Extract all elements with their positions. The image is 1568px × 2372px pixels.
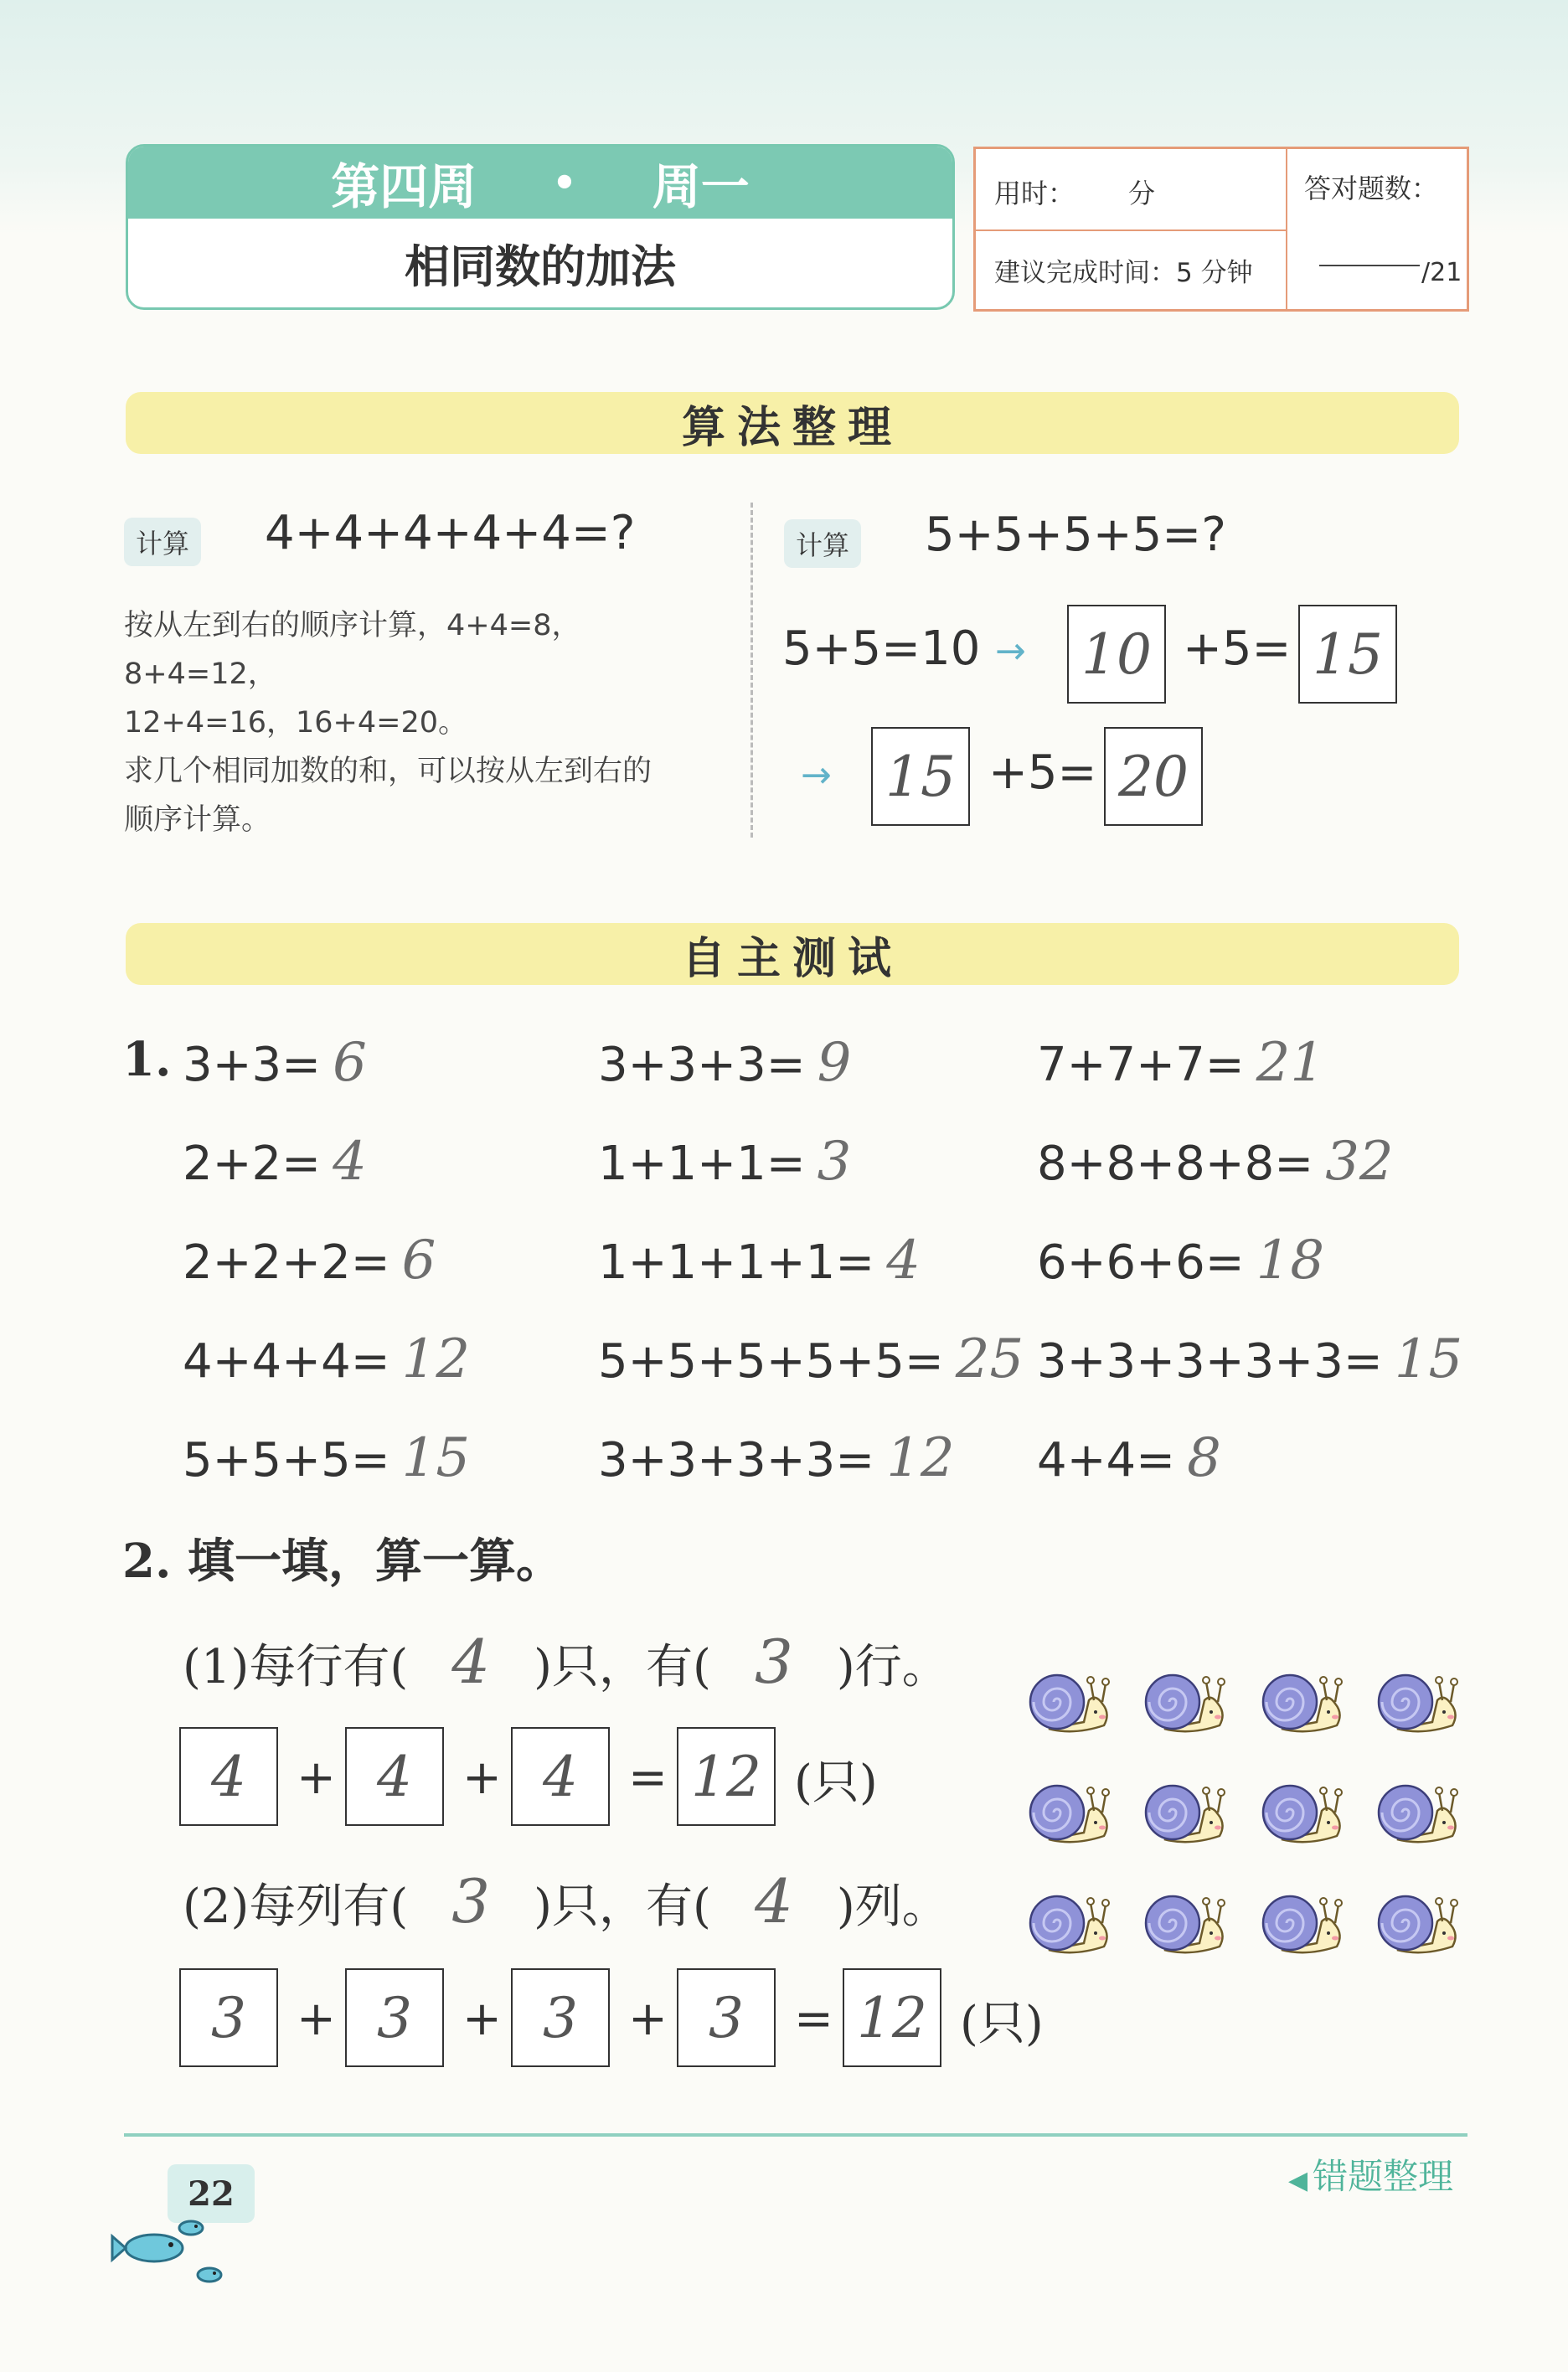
question-number: 1. bbox=[122, 1032, 172, 1087]
plus-sign: + bbox=[297, 1992, 336, 2046]
expression: 2+2+2= bbox=[183, 1235, 390, 1290]
snail-icon bbox=[1024, 1663, 1114, 1740]
answer[interactable]: 4 bbox=[333, 1131, 367, 1193]
expression: 5+5+5+5+5= bbox=[598, 1334, 944, 1389]
method-explanation bbox=[124, 601, 727, 844]
triangle-left-icon: ◀ bbox=[1288, 2166, 1308, 2195]
answer-box[interactable]: 3 bbox=[179, 1968, 278, 2067]
error-review-link[interactable] bbox=[1288, 2149, 1453, 2199]
snail-icon bbox=[1024, 1885, 1114, 1962]
expression: 3+3= bbox=[183, 1038, 322, 1092]
answer[interactable]: 25 bbox=[955, 1328, 1024, 1390]
equation bbox=[1037, 1328, 1462, 1390]
arrow-right-icon: → bbox=[801, 754, 832, 797]
error-review-label: 错题整理 bbox=[1313, 2156, 1454, 2197]
answer-box[interactable]: 3 bbox=[511, 1968, 610, 2067]
prompt-text: )列。 bbox=[836, 1880, 949, 1934]
answer[interactable]: 6 bbox=[333, 1032, 367, 1094]
answer[interactable]: 9 bbox=[817, 1032, 852, 1094]
step-one: 5+5=10 bbox=[782, 621, 981, 676]
prompt-text: )行。 bbox=[836, 1640, 949, 1694]
snail-icon bbox=[1139, 1663, 1230, 1740]
question-two-title: 2. 填一填，算一算。 bbox=[122, 1534, 563, 1589]
equation bbox=[183, 1427, 470, 1489]
info-divider bbox=[976, 229, 1286, 231]
fill-blank[interactable]: 4 bbox=[754, 1866, 793, 1936]
answer[interactable]: 3 bbox=[817, 1131, 852, 1193]
equation bbox=[598, 1328, 1024, 1390]
page-number: 22 bbox=[168, 2164, 255, 2223]
equation bbox=[1037, 1131, 1394, 1193]
week-day-banner bbox=[128, 147, 952, 219]
answer[interactable]: 12 bbox=[401, 1328, 471, 1390]
unit-label: (只) bbox=[960, 1997, 1044, 2051]
plus-five: +5= bbox=[988, 745, 1097, 800]
answer[interactable]: 8 bbox=[1187, 1427, 1221, 1489]
equation bbox=[598, 1131, 851, 1193]
suggested-time: 建议完成时间：5 分钟 bbox=[994, 258, 1253, 288]
plus-five: +5= bbox=[1183, 621, 1292, 676]
plus-sign: + bbox=[628, 1992, 668, 2046]
answer-box[interactable]: 20 bbox=[1104, 727, 1203, 826]
equation bbox=[183, 1230, 436, 1292]
score-blank[interactable] bbox=[1319, 265, 1420, 266]
snail-icon bbox=[1372, 1774, 1462, 1851]
expression: 4+4+4= bbox=[183, 1334, 390, 1389]
answer[interactable]: 6 bbox=[401, 1230, 436, 1292]
unit-label: (只) bbox=[794, 1756, 878, 1810]
expression: 1+1+1= bbox=[598, 1137, 806, 1191]
prompt-text: )只，有( bbox=[534, 1640, 711, 1694]
expression: 7+7+7= bbox=[1037, 1038, 1245, 1092]
right-expression: 5+5+5+5=? bbox=[925, 508, 1226, 562]
calc-tag: 计算 bbox=[784, 519, 861, 568]
answer[interactable]: 32 bbox=[1325, 1131, 1394, 1193]
expression: 4+4= bbox=[1037, 1433, 1176, 1488]
part-one-prompt bbox=[183, 1627, 949, 1697]
plus-sign: + bbox=[462, 1992, 502, 2046]
equation bbox=[598, 1032, 851, 1094]
plus-sign: + bbox=[462, 1751, 502, 1805]
answer-box[interactable]: 4 bbox=[179, 1727, 278, 1826]
equation bbox=[1037, 1427, 1221, 1489]
snail-icon bbox=[1256, 1774, 1347, 1851]
answer-box[interactable]: 15 bbox=[1298, 605, 1397, 704]
correct-count-label: 答对题数： bbox=[1304, 173, 1439, 204]
footer-divider bbox=[124, 2133, 1467, 2137]
explanation-line: 按从左到右的顺序计算，4+4=8，8+4=12， bbox=[124, 609, 581, 691]
test-section-title: 自主测试 bbox=[126, 923, 1459, 985]
arrow-right-icon: → bbox=[995, 630, 1026, 673]
snail-icon bbox=[1372, 1663, 1462, 1740]
fill-blank[interactable]: 3 bbox=[451, 1866, 491, 1936]
prompt-text: )只，有( bbox=[534, 1880, 711, 1934]
answer-box[interactable]: 3 bbox=[345, 1968, 444, 2067]
answer[interactable]: 4 bbox=[886, 1230, 921, 1292]
result-box[interactable]: 12 bbox=[843, 1968, 941, 2067]
calc-tag: 计算 bbox=[124, 518, 201, 566]
expression: 8+8+8+8= bbox=[1037, 1137, 1314, 1191]
equation bbox=[598, 1427, 955, 1489]
answer-box[interactable]: 15 bbox=[871, 727, 970, 826]
answer[interactable]: 12 bbox=[886, 1427, 955, 1489]
expression: 1+1+1+1= bbox=[598, 1235, 875, 1290]
snail-icon bbox=[1024, 1774, 1114, 1851]
equation bbox=[598, 1230, 921, 1292]
method-section-title: 算法整理 bbox=[126, 392, 1459, 454]
lesson-title: 相同数的加法 bbox=[405, 240, 676, 293]
answer[interactable]: 21 bbox=[1256, 1032, 1325, 1094]
prompt-text: (1)每行有( bbox=[183, 1640, 409, 1694]
score-total: /21 bbox=[1421, 258, 1462, 287]
fish-icon bbox=[111, 2211, 245, 2288]
equals-sign: = bbox=[628, 1751, 668, 1805]
result-box[interactable]: 12 bbox=[677, 1727, 776, 1826]
answer[interactable]: 15 bbox=[1394, 1328, 1463, 1390]
answer[interactable]: 15 bbox=[401, 1427, 471, 1489]
left-expression: 4+4+4+4+4=? bbox=[265, 506, 636, 560]
fill-blank[interactable]: 3 bbox=[754, 1627, 793, 1697]
equals-sign: = bbox=[794, 1992, 833, 2046]
explanation-line: 12+4=16，16+4=20。 bbox=[124, 706, 467, 740]
answer[interactable]: 18 bbox=[1256, 1230, 1325, 1292]
explanation-line: 顺序计算。 bbox=[124, 803, 271, 837]
explanation-line: 求几个相同加数的和，可以按从左到右的 bbox=[124, 755, 652, 788]
answer-box[interactable]: 4 bbox=[345, 1727, 444, 1826]
snail-icon bbox=[1256, 1885, 1347, 1962]
plus-sign: + bbox=[297, 1751, 336, 1805]
expression: 2+2= bbox=[183, 1137, 322, 1191]
fill-blank[interactable]: 4 bbox=[451, 1627, 491, 1697]
answer-box[interactable]: 10 bbox=[1067, 605, 1166, 704]
time-used-label: 用时： bbox=[994, 178, 1075, 209]
prompt-text: (2)每列有( bbox=[183, 1880, 409, 1934]
expression: 3+3+3+3= bbox=[598, 1433, 875, 1488]
expression: 3+3+3+3+3= bbox=[1037, 1334, 1383, 1389]
expression: 3+3+3= bbox=[598, 1038, 806, 1092]
part-two-prompt bbox=[183, 1866, 949, 1936]
equation bbox=[183, 1131, 367, 1193]
equation bbox=[183, 1328, 470, 1390]
equation bbox=[1037, 1032, 1324, 1094]
method-divider bbox=[750, 503, 753, 838]
lesson-title-box bbox=[126, 144, 955, 310]
expression: 5+5+5= bbox=[183, 1433, 390, 1488]
snail-icon bbox=[1372, 1885, 1462, 1962]
snail-icon bbox=[1139, 1885, 1230, 1962]
time-score-box bbox=[973, 147, 1469, 312]
day-label: 周一 bbox=[652, 158, 750, 215]
time-unit: 分 bbox=[1128, 178, 1156, 209]
snail-icon bbox=[1256, 1663, 1347, 1740]
expression: 6+6+6= bbox=[1037, 1235, 1245, 1290]
info-divider bbox=[1286, 149, 1287, 309]
snail-icon bbox=[1139, 1774, 1230, 1851]
separator-dot: • bbox=[552, 160, 577, 205]
answer-box[interactable]: 3 bbox=[677, 1968, 776, 2067]
equation bbox=[183, 1032, 367, 1094]
week-label: 第四周 bbox=[331, 158, 477, 215]
answer-box[interactable]: 4 bbox=[511, 1727, 610, 1826]
equation bbox=[1037, 1230, 1324, 1292]
